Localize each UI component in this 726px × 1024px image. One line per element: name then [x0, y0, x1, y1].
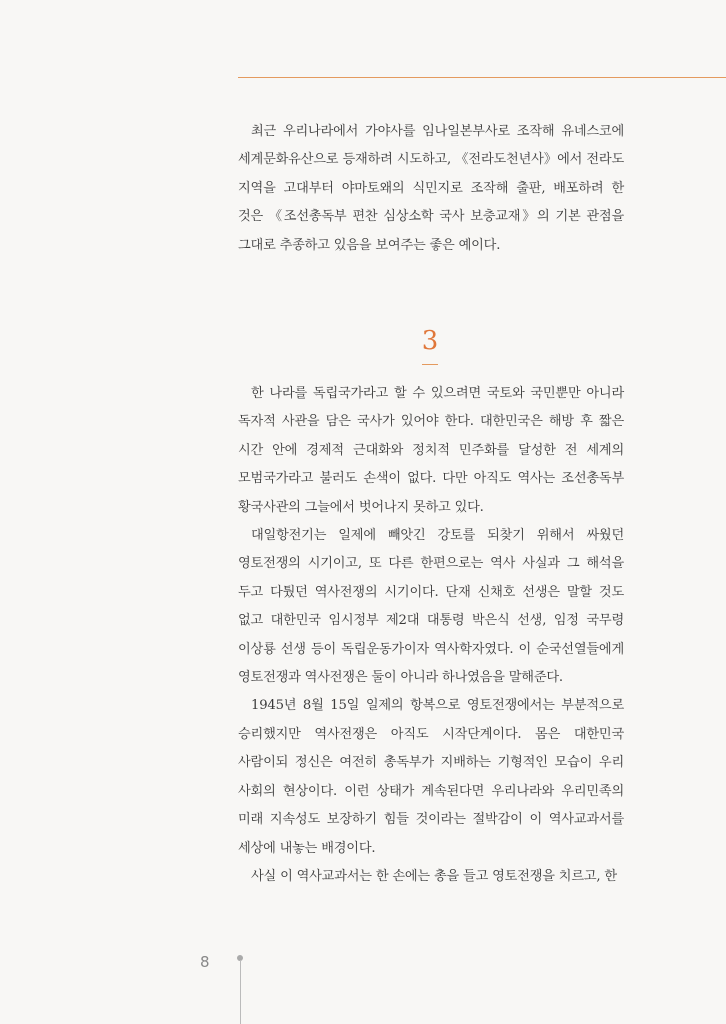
body-paragraph-1: 한 나라를 독립국가라고 할 수 있으려면 국토와 국민뿐만 아니라 독자적 사관을 담은 국사가 있어야 한다. 대한민국은 해방 후 짧은 시간 안에 경제적 근대화와 정치적 민주화를 달성한 전 세계의 모범국가라고 불러도 손색이 없다. 다만 아직도 역사는 조선총독부 황국사관의 그늘에서 벗어나지 못하고 있다. [238, 386, 624, 515]
section-number-underline [422, 364, 438, 365]
intro-paragraph: 최근 우리나라에서 가야사를 임나일본부사로 조작해 유네스코에 세계문화유산으로 등재하려 시도하고, 《전라도천년사》에서 전라도 지역을 고대부터 야마토왜의 식민지로 조작해 출판, 배포하려 한 것은 《조선총독부 편찬 심상소학 국사 보충교재》의 기본 관점을 그대로 추종하고 있음을 보여주는 좋은 예이다. [238, 124, 624, 253]
section-body [238, 380, 624, 891]
page-number: 8 [200, 953, 210, 971]
section-number: 3 [421, 326, 439, 356]
body-paragraph-4: 사실 이 역사교과서는 한 손에는 총을 들고 영토전쟁을 치르고, 한 [251, 868, 617, 884]
body-paragraph-2: 대일항전기는 일제에 빼앗긴 강토를 되찾기 위해서 싸웠던 영토전쟁의 시기이고, 또 다른 한편으로는 역사 사실과 그 해석을 두고 다퉜던 역사전쟁의 시기이다. 단재 신채호 선생은 말할 것도 없고 대한민국 임시정부 제2대 대통령 박은식 선생, 임정 국무령 이상룡 선생 등이 독립운동가이자 역사학자였다. 이 순국선열들에게 영토전쟁과 역사전쟁은 둘이 아니라 하나였음을 말해준다. [238, 528, 624, 686]
header-rule [238, 77, 726, 78]
body-paragraph-3: 1945년 8월 15일 일제의 항복으로 영토전쟁에서는 부분적으로 승리했지만 역사전쟁은 아직도 시작단계이다. 몸은 대한민국 사람이되 정신은 여전히 총독부가 지배하는 기형적인 모습이 우리 사회의 현상이다. 이런 상태가 계속된다면 우리나라와 우리민족의 미래 지속성도 보장하기 힘들 것이라는 절박감이 이 역사교과서를 세상에 내놓는 배경이다. [238, 698, 624, 856]
footer-rule [240, 960, 241, 1024]
